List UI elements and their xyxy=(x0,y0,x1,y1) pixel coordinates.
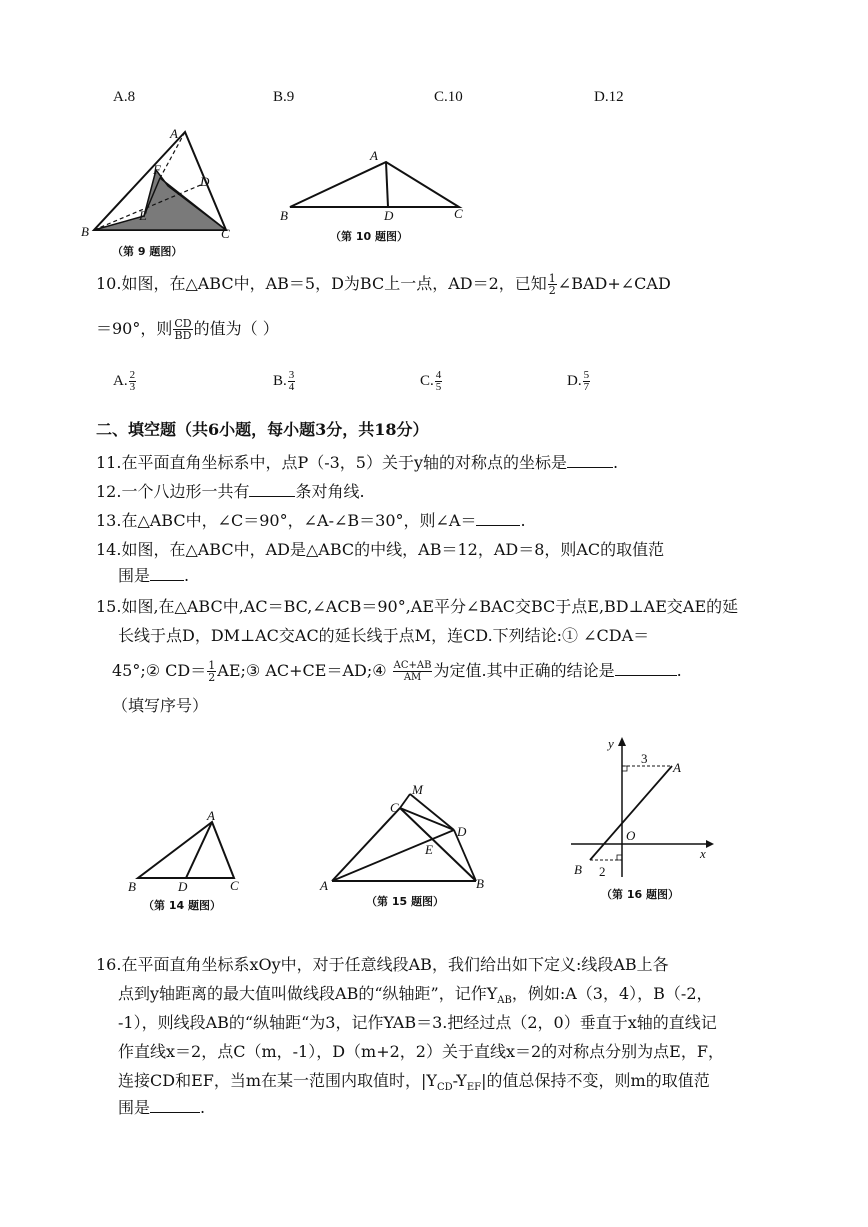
q10-half-den: 2 xyxy=(548,284,556,297)
q13-answer-blank[interactable] xyxy=(476,511,520,526)
fig16-label-y: y xyxy=(608,736,614,751)
q10-line2 xyxy=(96,318,279,341)
fig10-label-d: D xyxy=(384,208,394,223)
q9-option-b: B.9 xyxy=(273,89,295,105)
fig15-caption: （第 15 题图） xyxy=(366,895,444,908)
q16-line4: 作直线x＝2，点C（m，-1），D（m+2，2）关于直线x＝2的对称点分别为点E，F， xyxy=(118,1042,724,1061)
fig15-label-a: A xyxy=(320,878,328,892)
q15-line1: 15.如图,在△ABC中,AC＝BC,∠ACB＝90°,AE平分∠BAC交BC于点E,BD⊥AE交AE的延 xyxy=(96,597,739,616)
fig10-caption: （第 10 题图） xyxy=(330,230,408,243)
fig10-label-a: A xyxy=(370,148,378,163)
q10-option-c: C. $\frac{4}{5}$ xyxy=(420,369,442,393)
fig14-label-d: D xyxy=(178,879,188,894)
fig14-label-c: C xyxy=(230,878,239,893)
q10-text-b: ∠BAD+∠CAD xyxy=(557,274,671,293)
q16-line1: 16.在平面直角坐标系xOy中，对于任意线段AB，我们给出如下定义:线段AB上各 xyxy=(96,955,669,974)
fig16-label-o: O xyxy=(626,828,636,843)
q15-line2: 长线于点D，DM⊥AC交AC的延长线于点M，连CD.下列结论:① ∠CDA＝ xyxy=(118,626,650,645)
q10-ratio-fraction xyxy=(173,318,192,341)
fig16-label-2: 2 xyxy=(599,864,606,879)
q10-text-d: 的值为（ ） xyxy=(193,319,279,338)
fig16-label-3: 3 xyxy=(641,751,648,766)
fig16-label-b: B xyxy=(574,862,582,877)
q10-half-num: 1 xyxy=(548,272,556,285)
q10-line1 xyxy=(96,273,671,296)
q9-option-d: D.12 xyxy=(594,89,624,105)
fig16-label-a: A xyxy=(673,760,681,775)
q16-line5: 连接CD和EF，当m在某一范围内取值时，$|Y_{CD}-Y_{EF}|$的值总保持不变，则m的取值范 xyxy=(118,1071,710,1094)
fig9-caption: （第 9 题图） xyxy=(112,245,183,258)
figure-10 xyxy=(276,142,476,227)
q10-ratio-den: BD xyxy=(174,329,192,342)
q10-text-a: 10.如图，在△ABC中，AB＝5，D为BC上一点，AD＝2，已知 xyxy=(96,274,547,293)
fig9-label-f: F xyxy=(153,162,161,177)
q9-option-a: A.8 xyxy=(113,89,136,105)
fig15-label-m: M xyxy=(412,782,423,797)
fig16-caption: （第 16 题图） xyxy=(601,888,679,901)
q12: 12.一个八边形一共有 条对角线. xyxy=(96,482,365,501)
fig14-label-a: A xyxy=(207,808,215,823)
q15-line3: 45°;② CD＝ $\frac{1}{2}$ AE;③ AC+CE＝AD;④ $\frac{AC+AB}{AM}$ 为定值.其中正确的结论是 . xyxy=(112,659,682,684)
figure-14 xyxy=(124,806,254,896)
q10-option-d: D. $\frac{5}{7}$ xyxy=(567,369,590,393)
q13: 13.在△ABC中，∠C＝90°，∠A-∠B＝30°，则∠A＝ . xyxy=(96,511,526,530)
q10-half-fraction xyxy=(548,273,557,296)
fig15-label-d: D xyxy=(457,824,467,839)
q11: 11.在平面直角坐标系中，点P（-3，5）关于y轴的对称点的坐标是 . xyxy=(96,453,619,472)
q11-answer-blank[interactable] xyxy=(567,453,613,468)
fig15-label-e: E xyxy=(425,842,433,857)
fig10-label-c: C xyxy=(454,206,463,221)
section-heading-fill-blank: 二、填空题（共6小题，每小题3分，共18分） xyxy=(96,420,429,439)
q16-line3: -1），则线段AB的“纵轴距“为3，记作YAB＝3.把经过点（2，0）垂直于x轴的直线记 xyxy=(118,1013,717,1032)
q15-answer-blank[interactable] xyxy=(615,661,677,676)
q10-text-c: ＝90°，则 xyxy=(96,319,173,338)
q15-line4: （填写序号） xyxy=(112,696,209,715)
figure-9 xyxy=(78,124,248,244)
fig14-caption: （第 14 题图） xyxy=(143,899,221,912)
fig15-label-b: B xyxy=(476,876,484,891)
q14-line1: 14.如图，在△ABC中，AD是△ABC的中线，AB＝12，AD＝8，则AC的取值范 xyxy=(96,540,665,559)
fig14-label-b: B xyxy=(128,879,136,894)
q10-option-a: A. $\frac{2}{3}$ xyxy=(113,369,136,393)
q12-answer-blank[interactable] xyxy=(249,482,295,497)
q9-option-c: C.10 xyxy=(434,89,463,105)
q16-line2: 点到y轴距离的最大值叫做线段AB的“纵轴距”，记作$Y_{AB}$，例如:A（3，4），B（-2， xyxy=(118,984,713,1007)
fig15-label-c: C xyxy=(390,800,399,815)
q16-line6: 围是 . xyxy=(118,1098,206,1117)
q16-answer-blank[interactable] xyxy=(150,1098,200,1113)
figure-15 xyxy=(318,780,496,892)
fig10-label-b: B xyxy=(280,208,288,223)
figure-16 xyxy=(566,732,716,882)
fig9-label-e: E xyxy=(139,208,147,223)
q10-option-b: B. $\frac{3}{4}$ xyxy=(273,369,295,393)
fig9-label-b: B xyxy=(81,224,89,239)
q10-ratio-num: CD xyxy=(174,317,192,330)
fig9-label-a: A xyxy=(170,126,178,141)
fig9-label-d: D xyxy=(200,174,210,189)
fig16-label-x: x xyxy=(700,846,706,861)
fig9-label-c: C xyxy=(221,226,230,241)
q14-line2: 围是 . xyxy=(118,566,190,585)
q14-answer-blank[interactable] xyxy=(150,566,184,581)
